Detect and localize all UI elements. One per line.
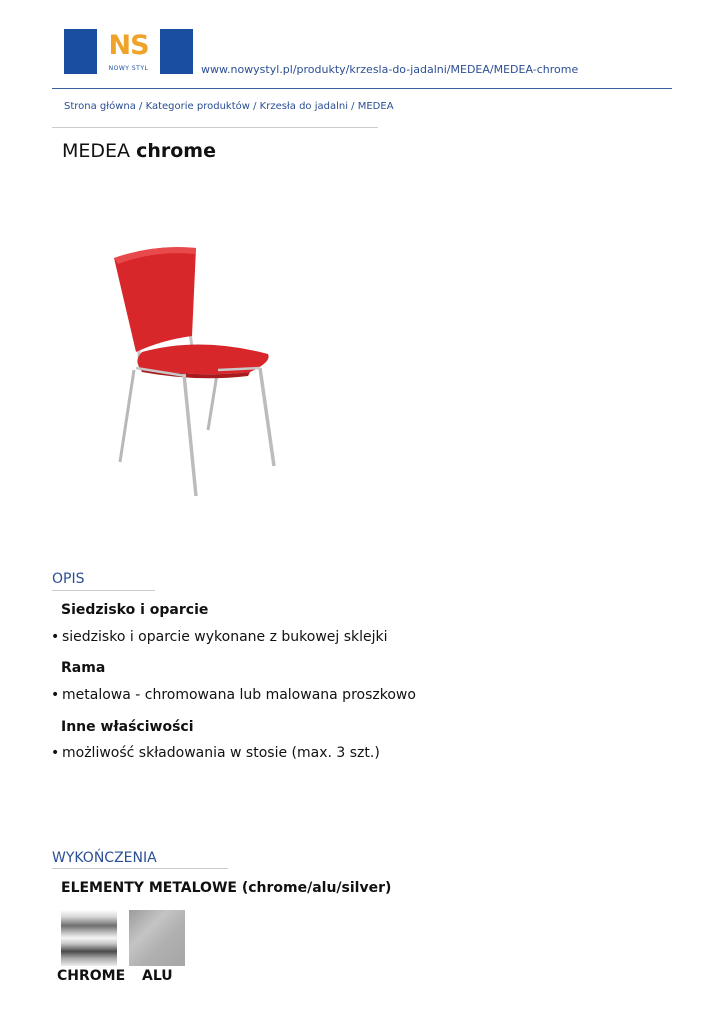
bullet-icon: • — [51, 629, 60, 645]
product-variant: chrome — [136, 140, 216, 162]
opis-group-title: Siedzisko i oparcie — [61, 602, 209, 618]
finish-swatch-chrome[interactable] — [61, 910, 117, 966]
bullet-icon: • — [51, 687, 60, 703]
finish-label-alu: ALU — [142, 968, 173, 984]
list-item-text: siedzisko i oparcie wykonane z bukowej sklejki — [62, 629, 388, 645]
list-item — [51, 687, 416, 703]
finish-group-title: ELEMENTY METALOWE (chrome/alu/silver) — [61, 880, 392, 896]
list-item-text: metalowa - chromowana lub malowana proszkowo — [62, 687, 416, 703]
wykonczenia-divider — [52, 868, 228, 869]
wykonczenia-heading: WYKOŃCZENIA — [52, 850, 157, 866]
header-divider — [52, 88, 672, 89]
logo-center — [97, 29, 160, 74]
opis-group-title: Inne właściwości — [61, 719, 194, 735]
breadcrumb[interactable]: Strona główna / Kategorie produktów / Krzesła do jadalni / MEDEA — [64, 101, 394, 112]
opis-group-title: Rama — [61, 660, 106, 676]
nowy-styl-logo[interactable] — [64, 29, 193, 74]
list-item — [51, 629, 388, 645]
finish-label-chrome: CHROME — [57, 968, 126, 984]
logo-right-panel — [160, 29, 193, 74]
logo-left-panel — [64, 29, 97, 74]
page-url-link[interactable]: www.nowystyl.pl/produkty/krzesla-do-jadalni/MEDEA/MEDEA-chrome — [201, 63, 579, 76]
finish-swatch-alu[interactable] — [129, 910, 185, 966]
bullet-icon: • — [51, 745, 60, 761]
opis-divider — [52, 590, 155, 591]
logo-subtitle: NOWY STYL — [108, 65, 149, 72]
opis-heading: OPIS — [52, 571, 85, 587]
product-name: MEDEA — [62, 140, 131, 162]
chair-image — [100, 240, 290, 510]
logo-mark: NS — [108, 30, 149, 61]
list-item — [51, 745, 380, 761]
breadcrumb-divider — [52, 127, 378, 128]
list-item-text: możliwość składowania w stosie (max. 3 szt.) — [62, 745, 380, 761]
page-title — [62, 140, 216, 162]
